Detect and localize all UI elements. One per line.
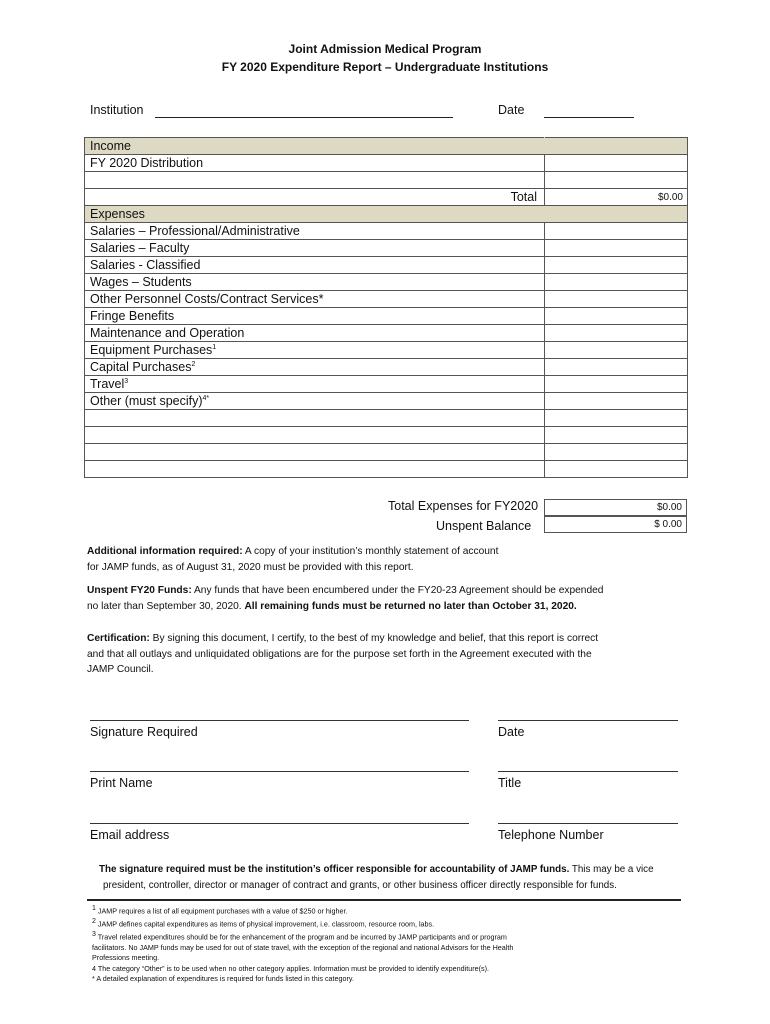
unspent-funds-note: Unspent FY20 Funds: Any funds that have been encumbered under the FY20-23 Agreement should be expended no later than September 30, 2020. All remaining funds must be returned no later than October 31, 2020. xyxy=(87,585,604,612)
expense-row-label: Other Personnel Costs/Contract Services* xyxy=(85,291,545,308)
title-label: Title xyxy=(498,776,522,790)
expense-row-label: Other (must specify)$^{4*}$ xyxy=(85,393,545,410)
expense-amount-field[interactable] xyxy=(545,308,688,325)
income-heading-row xyxy=(85,138,688,155)
table-row xyxy=(85,291,688,308)
signature-note: The signature required must be the institution’s officer responsible for accountability of JAMP funds. This may be a vice president, controller, director or manager of contract and grants, or other business officer directly responsible for funds. xyxy=(99,864,654,891)
expense-amount-field[interactable] xyxy=(545,410,688,427)
table-row xyxy=(85,240,688,257)
expense-amount-field[interactable] xyxy=(545,240,688,257)
expense-row-label: Maintenance and Operation xyxy=(85,325,545,342)
table-row xyxy=(85,427,688,444)
table-row xyxy=(85,376,688,393)
total-expenses-label: Total Expenses for FY2020 xyxy=(388,499,539,513)
expense-amount-field[interactable] xyxy=(545,427,688,444)
table-row xyxy=(85,274,688,291)
table-row xyxy=(85,461,688,478)
footnotes xyxy=(92,904,692,985)
expense-amount-field[interactable] xyxy=(545,376,688,393)
table-row xyxy=(85,223,688,240)
expense-amount-field[interactable] xyxy=(545,359,688,376)
expense-amount-field[interactable] xyxy=(545,342,688,359)
footnote-3: $^3$ Travel related expenditures should be for the enhancement of the program and be incurred by JAMP participants and or program facilitators. No JAMP funds may be used for out of state travel, with the exception of the regional and national Advisors for the Health Professions meeting. xyxy=(92,930,514,963)
expenditure-table xyxy=(84,137,688,478)
date-label: Date xyxy=(498,103,525,117)
expense-blank-label[interactable] xyxy=(85,410,545,427)
expense-row-label: Salaries - Classified xyxy=(85,257,545,274)
expense-row-label: Salaries – Faculty xyxy=(85,240,545,257)
email-label: Email address xyxy=(90,828,170,842)
email-field[interactable] xyxy=(90,823,469,824)
telephone-label: Telephone Number xyxy=(498,828,604,842)
print-name-field[interactable] xyxy=(90,771,469,772)
table-row xyxy=(85,410,688,427)
expense-row-label: Travel$^3$ xyxy=(85,376,545,393)
institution-field[interactable] xyxy=(155,117,453,118)
expense-row-label: Salaries – Professional/Administrative xyxy=(85,223,545,240)
table-row xyxy=(85,444,688,461)
footnote-5: * A detailed explanation of expenditures is required for funds listed in this category. xyxy=(92,974,354,984)
signature-field[interactable] xyxy=(90,720,469,721)
expense-amount-field[interactable] xyxy=(545,325,688,342)
expense-blank-label[interactable] xyxy=(85,444,545,461)
expenses-heading-row xyxy=(85,206,688,223)
title-field[interactable] xyxy=(498,771,678,772)
expense-amount-field[interactable] xyxy=(545,291,688,308)
expense-amount-field[interactable] xyxy=(545,393,688,410)
income-total-value: $0.00 xyxy=(545,189,688,206)
date-field[interactable] xyxy=(544,117,634,118)
telephone-field[interactable] xyxy=(498,823,678,824)
expense-blank-label[interactable] xyxy=(85,461,545,478)
expense-row-label: Capital Purchases$^2$ xyxy=(85,359,545,376)
table-row xyxy=(85,257,688,274)
income-total-row xyxy=(85,189,688,206)
additional-info: Additional information required: A copy of your institution’s monthly statement of account for JAMP funds, as of August 31, 2020 must be provided with this report. xyxy=(87,546,499,573)
table-row xyxy=(85,325,688,342)
additional-info-heading: Additional information required: xyxy=(87,546,243,557)
income-row-label xyxy=(85,172,545,189)
unspent-funds-heading: Unspent FY20 Funds: xyxy=(87,585,192,596)
table-row xyxy=(85,342,688,359)
certification-heading: Certification: xyxy=(87,633,150,644)
table-row xyxy=(85,308,688,325)
institution-label: Institution xyxy=(90,103,144,117)
signature-date-label: Date xyxy=(498,725,525,739)
expense-amount-field[interactable] xyxy=(545,257,688,274)
total-expenses-value: $0.00 xyxy=(544,499,687,516)
expenses-heading: Expenses xyxy=(85,206,545,223)
unspent-balance-value: $ 0.00 xyxy=(544,516,687,533)
table-row xyxy=(85,172,688,189)
income-amount-field[interactable] xyxy=(545,155,688,172)
income-total-label: Total xyxy=(85,189,545,206)
footnote-1: $^1$ JAMP requires a list of all equipment purchases with a value of $250 or higher. xyxy=(92,905,348,916)
expense-amount-field[interactable] xyxy=(545,274,688,291)
table-row xyxy=(85,359,688,376)
print-name-label: Print Name xyxy=(90,776,153,790)
expense-amount-field[interactable] xyxy=(545,223,688,240)
signature-label: Signature Required xyxy=(90,725,198,739)
income-amount-field[interactable] xyxy=(545,172,688,189)
footnote-4: 4 The category “Other” is to be used when no other category applies. Information must be provided to identify expenditure(s). xyxy=(92,963,489,973)
unspent-balance-label: Unspent Balance xyxy=(436,519,532,533)
expense-row-label: Equipment Purchases$^1$ xyxy=(85,342,545,359)
income-heading: Income xyxy=(85,138,545,155)
table-row xyxy=(85,393,688,410)
expense-amount-field[interactable] xyxy=(545,444,688,461)
expense-row-label: Fringe Benefits xyxy=(85,308,545,325)
footnote-2: $^2$ JAMP defines capital expenditures as items of physical improvement, i.e. classroom, resource room, labs. xyxy=(92,917,435,929)
table-row xyxy=(85,155,688,172)
income-row-label: FY 2020 Distribution xyxy=(85,155,545,172)
footnote-divider xyxy=(87,899,681,901)
expense-row-label: Wages – Students xyxy=(85,274,545,291)
certification: Certification: By signing this document, I certify, to the best of my knowledge and belief, that this report is correct and that all outlays and unliquidated obligations are for the purpose set forth in the Agreement executed with the JAMP Council. xyxy=(87,633,599,675)
document-subtitle: FY 2020 Expenditure Report – Undergraduate Institutions xyxy=(221,60,549,74)
document-title: Joint Admission Medical Program xyxy=(288,42,482,56)
expense-blank-label[interactable] xyxy=(85,427,545,444)
signature-date-field[interactable] xyxy=(498,720,678,721)
expense-amount-field[interactable] xyxy=(545,461,688,478)
